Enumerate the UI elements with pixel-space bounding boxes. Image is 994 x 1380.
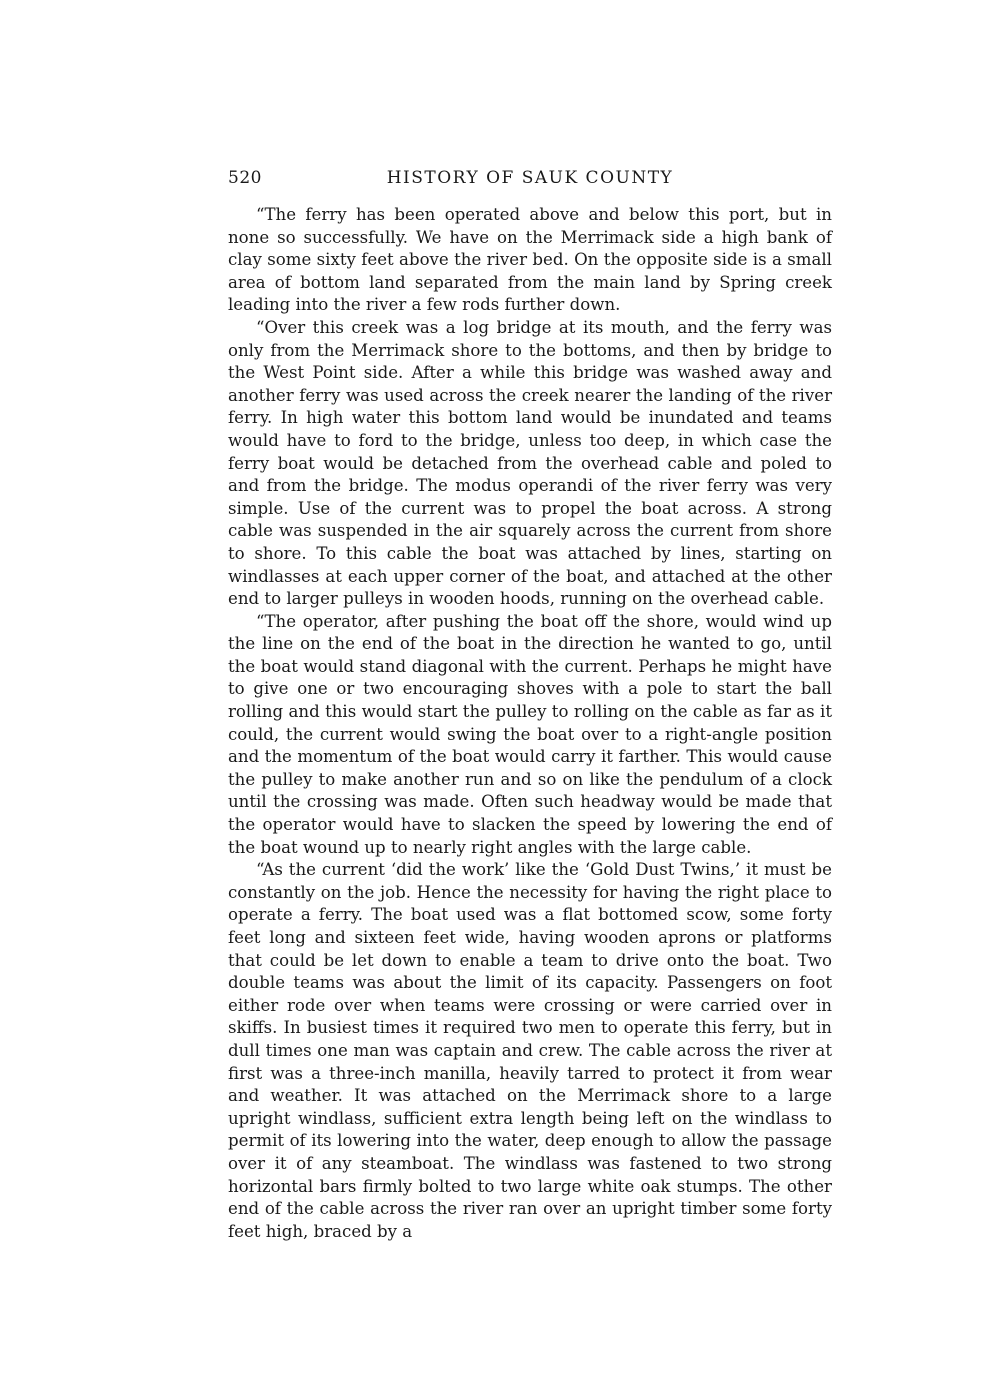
body-text — [228, 204, 832, 1243]
paragraph: “The ferry has been operated above and below this port, but in none so successfully. We have on the Merrimack side a high bank of clay some sixty feet above the river bed. On the opposite side is a small area of bottom land separated from the main land by Spring creek leading into the river a few rods further down. — [228, 205, 832, 315]
running-head: HISTORY OF SAUK COUNTY — [386, 168, 674, 188]
paragraph: “The operator, after pushing the boat off the shore, would wind up the line on the end of the boat in the direction he wanted to go, until the boat would stand diagonal with the current. Perhaps he might have to give one or two encouraging shoves with a pole to start the ball rolling and this would start the pulley to rolling on the cable as far as it could, the current would swing the boat over to a right-angle position and the momentum of the boat would carry it farther. This would cause the pulley to make another run and so on like the pendulum of a clock until the crossing was made. Often such headway would be made that the operator would have to slacken the speed by lowering the end of the boat wound up to nearly right angles with the large cable. — [228, 611, 832, 857]
paragraph: “As the current ‘did the work’ like the ‘Gold Dust Twins,’ it must be constantly on the job. Hence the necessity for having the right place to operate a ferry. The boat used was a flat bottomed scow, some forty feet long and sixteen feet wide, having wooden aprons or platforms that could be let down to enable a team to drive onto the boat. Two double teams was about the limit of its capacity. Passengers on foot either rode over when teams were crossing or were carried over in skiffs. In busiest times it required two men to operate this ferry, but in dull times one man was captain and crew. The cable across the river at first was a three-inch manilla, heavily tarred to protect it from wear and weather. It was attached on the Merrimack shore to a large upright windlass, sufficient extra length being left on the windlass to permit of its lowering into the water, deep enough to allow the passage over it of any steamboat. The windlass was fastened to two strong horizontal bars firmly bolted to two large white oak stumps. The other end of the cable across the river ran over an upright timber some forty feet high, braced by a — [228, 860, 832, 1241]
book-page — [228, 168, 832, 1243]
page-header — [228, 168, 832, 198]
page-number: 520 — [228, 168, 262, 188]
paragraph: “Over this creek was a log bridge at its mouth, and the ferry was only from the Merrimack shore to the bottoms, and then by bridge to the West Point side. After a while this bridge was washed away and another ferry was used across the creek nearer the landing of the river ferry. In high water this bottom land would be inundated and teams would have to ford to the bridge, unless too deep, in which case the ferry boat would be detached from the overhead cable and poled to and from the bridge. The modus operandi of the river ferry was very simple. Use of the current was to propel the boat across. A strong cable was suspended in the air squarely across the current from shore to shore. To this cable the boat was attached by lines, starting on windlasses at each upper corner of the boat, and attached at the other end to larger pulleys in wooden hoods, running on the overhead cable. — [228, 317, 832, 609]
